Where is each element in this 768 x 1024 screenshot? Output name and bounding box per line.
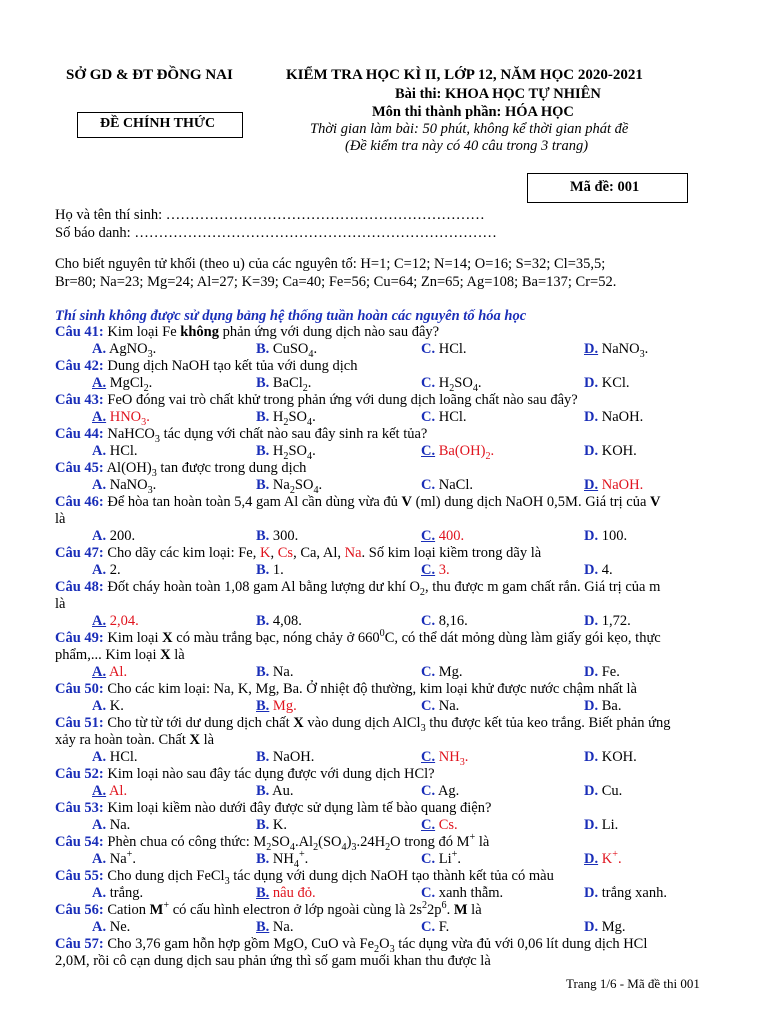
q51-option-d[interactable]: D. KOH. xyxy=(584,749,637,765)
official-label: ĐỀ CHÍNH THỨC xyxy=(100,116,216,131)
q41-option-b[interactable]: B. CuSO$_4$. xyxy=(256,341,318,360)
q44-option-b[interactable]: B. $H_2SO_4$. xyxy=(256,443,316,462)
question-57: Câu 57: Cho 3,76 gam hỗn hợp gồm MgO, CuO và $Fe_2O_3$ tác dụng vừa đủ với 0,06 lít dung dịch HCl xyxy=(55,936,648,955)
q52-option-a[interactable]: A. Al. xyxy=(92,783,128,799)
q53-option-d[interactable]: D. Li. xyxy=(584,817,619,833)
question-51-line-2: xảy ra hoàn toàn. Chất X là xyxy=(55,732,215,748)
q53-option-a[interactable]: A. Na. xyxy=(92,817,131,833)
q51-option-a[interactable]: A. HCl. xyxy=(92,749,138,765)
q51-option-b[interactable]: B. NaOH. xyxy=(256,749,315,765)
question-56: Câu 56: Cation M+ có cấu hình electron ở lớp ngoài cùng là $2s^22p^6$. M là xyxy=(55,900,482,918)
instruction-note: Thí sinh không được sử dụng bảng hệ thống tuần hoàn các nguyên tố hóa học xyxy=(55,308,527,324)
student-name-line: Họ và tên thí sinh: ………………………………………………………… xyxy=(55,207,485,223)
question-43: Câu 43: FeO đóng vai trò chất khử trong phản ứng với dung dịch loãng chất nào sau đây? xyxy=(55,392,578,408)
q50-option-b[interactable]: B. Mg. xyxy=(256,698,297,714)
q53-option-b[interactable]: B. K. xyxy=(256,817,288,833)
q47-option-d[interactable]: D. 4. xyxy=(584,562,613,578)
question-48-line-2: là xyxy=(55,596,66,612)
q47-option-c[interactable]: C. 3. xyxy=(421,562,450,578)
q47-option-b[interactable]: B. 1. xyxy=(256,562,284,578)
q41-option-a[interactable]: A. AgNO$_3$. xyxy=(92,341,157,360)
question-57-line-2: 2,0M, rồi cô cạn dung dịch sau phản ứng thì số gam muối khan thu được là xyxy=(55,953,491,969)
q54-option-d[interactable]: D. K+. xyxy=(584,849,622,867)
q52-option-d[interactable]: D. Cu. xyxy=(584,783,623,799)
subject: Môn thi thành phần: HÓA HỌC xyxy=(372,104,574,120)
q54-option-b[interactable]: B. $NH_4^+$. xyxy=(256,849,309,870)
q45-option-a[interactable]: A. NaNO$_3$. xyxy=(92,477,157,496)
q50-option-c[interactable]: C. Na. xyxy=(421,698,460,714)
q56-option-d[interactable]: D. Mg. xyxy=(584,919,626,935)
test-name: Bài thi: KHOA HỌC TỰ NHIÊN xyxy=(395,86,601,102)
q48-option-a[interactable]: A. 2,04. xyxy=(92,613,139,629)
question-49: Câu 49: Kim loại X có màu trắng bạc, nóng chảy ở $660^0C$, có thể dát mỏng dùng làm giấy gói kẹo, thực xyxy=(55,628,661,646)
q42-option-a[interactable]: A. MgCl$_2$. xyxy=(92,375,153,394)
exam-code: Mã đề: 001 xyxy=(570,179,640,195)
q41-option-c[interactable]: C. HCl. xyxy=(421,341,467,357)
q43-option-d[interactable]: D. NaOH. xyxy=(584,409,644,425)
department-name: SỞ GD & ĐT ĐỒNG NAI xyxy=(66,67,233,83)
q49-option-c[interactable]: C. Mg. xyxy=(421,664,463,680)
question-51: Câu 51: Cho từ từ tới dư dung dịch chất X vào dung dịch AlCl$_3$ thu được kết tủa keo trắng. Biết phản ứng xyxy=(55,715,671,734)
exam-title: KIỂM TRA HỌC KÌ II, LỚP 12, NĂM HỌC 2020-2021 xyxy=(286,67,643,83)
q55-option-d[interactable]: D. trắng xanh. xyxy=(584,885,667,901)
question-47: Câu 47: Cho dãy các kim loại: Fe, K, Cs, Ca, Al, Na. Số kim loại kiềm trong dãy là xyxy=(55,545,542,561)
question-54: Câu 54: Phèn chua có công thức: $M_2SO_4.Al_2(SO_4)_3.24H_2O$ trong đó M+ là xyxy=(55,832,490,853)
q44-option-c[interactable]: C. $Ba(OH)_2$. xyxy=(421,443,495,462)
q42-option-b[interactable]: B. BaCl$_2$. xyxy=(256,375,312,394)
question-53: Câu 53: Kim loại kiềm nào dưới đây được sử dụng làm tế bào quang điện? xyxy=(55,800,492,816)
question-55: Câu 55: Cho dung dịch FeCl$_3$ tác dụng với dung dịch NaOH tạo thành kết tủa có màu xyxy=(55,868,554,887)
q56-option-a[interactable]: A. Ne. xyxy=(92,919,131,935)
q46-option-a[interactable]: A. 200. xyxy=(92,528,136,544)
q45-option-b[interactable]: B. $Na_2SO_4$. xyxy=(256,477,323,496)
atomic-mass-line-2: Br=80; Na=23; Mg=24; Al=27; K=39; Ca=40; Fe=56; Cu=64; Zn=65; Ag=108; Ba=137; Cr=52. xyxy=(55,274,617,290)
q46-option-b[interactable]: B. 300. xyxy=(256,528,299,544)
page-note: (Đề kiểm tra này có 40 câu trong 3 trang) xyxy=(345,138,589,154)
question-49-line-2: phẩm,... Kim loại X là xyxy=(55,647,185,663)
page-footer: Trang 1/6 - Mã đề thi 001 xyxy=(566,976,700,991)
q46-option-c[interactable]: C. 400. xyxy=(421,528,465,544)
question-52: Câu 52: Kim loại nào sau đây tác dụng được với dung dịch HCl? xyxy=(55,766,435,782)
question-50: Câu 50: Cho các kim loại: Na, K, Mg, Ba. Ở nhiệt độ thường, kim loại khử được nước chậm nhất là xyxy=(55,681,637,697)
atomic-mass-line-1: Cho biết nguyên tử khối (theo u) của các nguyên tố: H=1; C=12; N=14; O=16; S=32; Cl=35,5; xyxy=(55,256,606,272)
q48-option-d[interactable]: D. 1,72. xyxy=(584,613,631,629)
q45-option-d[interactable]: D. NaOH. xyxy=(584,477,644,493)
question-44: Câu 44: NaHCO$_3$ tác dụng với chất nào sau đây sinh ra kết tủa? xyxy=(55,426,428,445)
q49-option-b[interactable]: B. Na. xyxy=(256,664,294,680)
q42-option-c[interactable]: C. $H_2SO_4$. xyxy=(421,375,482,394)
q41-option-d[interactable]: D. NaNO$_3$. xyxy=(584,341,649,360)
question-46: Câu 46: Để hòa tan hoàn toàn 5,4 gam Al cần dùng vừa đủ V (ml) dung dịch NaOH 0,5M. Giá trị của V xyxy=(55,494,661,510)
q44-option-a[interactable]: A. HCl. xyxy=(92,443,138,459)
q43-option-c[interactable]: C. HCl. xyxy=(421,409,467,425)
q55-option-a[interactable]: A. trắng. xyxy=(92,885,144,901)
question-42: Câu 42: Dung dịch NaOH tạo kết tủa với dung dịch xyxy=(55,358,358,374)
q44-option-d[interactable]: D. KOH. xyxy=(584,443,637,459)
q48-option-c[interactable]: C. 8,16. xyxy=(421,613,468,629)
q51-option-c[interactable]: C. $NH_3$. xyxy=(421,749,469,768)
student-id-line: Số báo danh: ………………………………………………………………… xyxy=(55,225,497,241)
time-note: Thời gian làm bài: 50 phút, không kể thời gian phát đề xyxy=(310,121,629,137)
q42-option-d[interactable]: D. KCl. xyxy=(584,375,630,391)
q52-option-b[interactable]: B. Au. xyxy=(256,783,294,799)
q52-option-c[interactable]: C. Ag. xyxy=(421,783,460,799)
q43-option-b[interactable]: B. $H_2SO_4$. xyxy=(256,409,316,428)
q49-option-d[interactable]: D. Fe. xyxy=(584,664,620,680)
q43-option-a[interactable]: A. $HNO_3$. xyxy=(92,409,150,428)
q48-option-b[interactable]: B. 4,08. xyxy=(256,613,302,629)
q54-option-c[interactable]: C. Li+. xyxy=(421,849,461,867)
question-45: Câu 45: $Al(OH)_3$ tan được trong dung dịch xyxy=(55,460,307,479)
question-41: Câu 41: Kim loại Fe không phản ứng với dung dịch nào sau đây? xyxy=(55,324,440,340)
q54-option-a[interactable]: A. Na+. xyxy=(92,849,136,867)
question-46-line-2: là xyxy=(55,511,66,527)
q50-option-a[interactable]: A. K. xyxy=(92,698,124,714)
q56-option-b[interactable]: B. Na. xyxy=(256,919,294,935)
q56-option-c[interactable]: C. F. xyxy=(421,919,450,935)
q55-option-b[interactable]: B. nâu đỏ. xyxy=(256,885,316,901)
q50-option-d[interactable]: D. Ba. xyxy=(584,698,622,714)
q49-option-a[interactable]: A. Al. xyxy=(92,664,128,680)
q53-option-c[interactable]: C. Cs. xyxy=(421,817,458,833)
q46-option-d[interactable]: D. 100. xyxy=(584,528,628,544)
question-48: Câu 48: Đốt cháy hoàn toàn 1,08 gam Al bằng lượng dư khí $O_2$, thu được m gam chất rắn. Giá trị của m xyxy=(55,579,661,598)
q47-option-a[interactable]: A. 2. xyxy=(92,562,121,578)
q45-option-c[interactable]: C. NaCl. xyxy=(421,477,473,493)
q55-option-c[interactable]: C. xanh thẫm. xyxy=(421,885,504,901)
